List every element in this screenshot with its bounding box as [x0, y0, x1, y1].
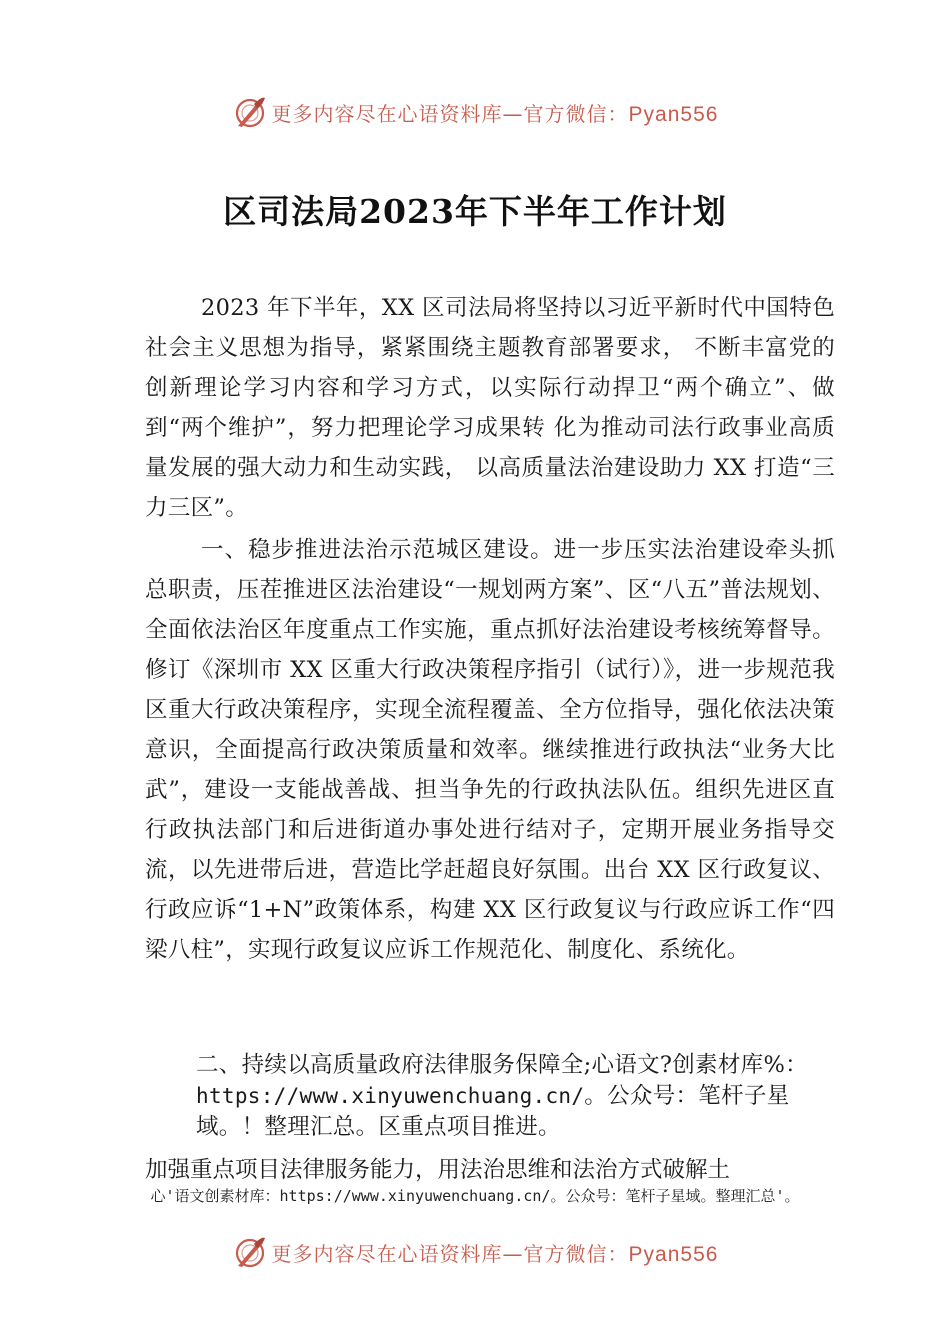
document-title: 区司法局2023年下半年工作计划 — [223, 192, 727, 231]
quill-pen-logo-icon — [232, 94, 268, 130]
footer-banner — [0, 1232, 950, 1272]
paragraph-section-2: 二、持续以高质量政府法律服务保障全;心语文?创素材库%：https://www.xinyuwenchuang.cn/。公众号：笔杆子星域。！整理汇总。区重点项目推进。 — [196, 1052, 808, 1140]
resource-url: https://www.xinyuwenchuang.cn/ — [196, 1084, 585, 1108]
quill-pen-logo-icon — [232, 1234, 268, 1270]
wechat-id: Pyan556 — [628, 1242, 719, 1266]
footer-note: 心'语文创素材库：https://www.xinyuwenchuang.cn/。公众号：笔杆子星域。整理汇总'。 — [150, 1187, 800, 1205]
header-banner — [0, 92, 950, 132]
paragraph-intro: 2023 年下半年，XX 区司法局将坚持以习近平新时代中国特色社会主义思想为指导，紧紧围绕主题教育部署要求， 不断丰富党的创新理论学习内容和学习方式，以实际行动捍卫“两个确立”、做到“两个维护”，努力把理论学习成果转 化为推动司法行政事业高质量发展的强大动力和生动实践， 以高质量法治建设助力 XX 打造“三力三区”。 — [145, 295, 835, 521]
paragraph-continuation: 加强重点项目法律服务能力，用法治思维和法治方式破解土 — [145, 1157, 731, 1183]
paragraph-section-1: 一、稳步推进法治示范城区建设。进一步压实法治建设牵头抓总职责，压茬推进区法治建设“一规划两方案”、区“八五”普法规划、全面依法治区年度重点工作实施，重点抓好法治建设考核统筹督导。修订《深圳市 XX 区重大行政决策程序指引（试行）》，进一步规范我区重大行政决策程序，实现全流程覆盖、全方位指导，强化依法决策意识，全面提高行政决策质量和效率。继续推进行政执法“业务大比武”，建设一支能战善战、担当争先的行政执法队伍。组织先进区直行政执法部门和后进街道办事处进行结对子，定期开展业务指导交流，以先进带后进，营造比学赶超良好氛围。出台 XX 区行政复议、行政应诉“1+N”政策体系，构建 XX 区行政复议与行政应诉工作“四梁八柱”，实现行政复议应诉工作规范化、制度化、系统化。 — [145, 537, 835, 963]
wechat-id: Pyan556 — [628, 102, 719, 126]
banner-text: 更多内容尽在心语资料库—官方微信：Pyan556 — [271, 1241, 719, 1266]
banner-text: 更多内容尽在心语资料库—官方微信：Pyan556 — [271, 101, 719, 126]
